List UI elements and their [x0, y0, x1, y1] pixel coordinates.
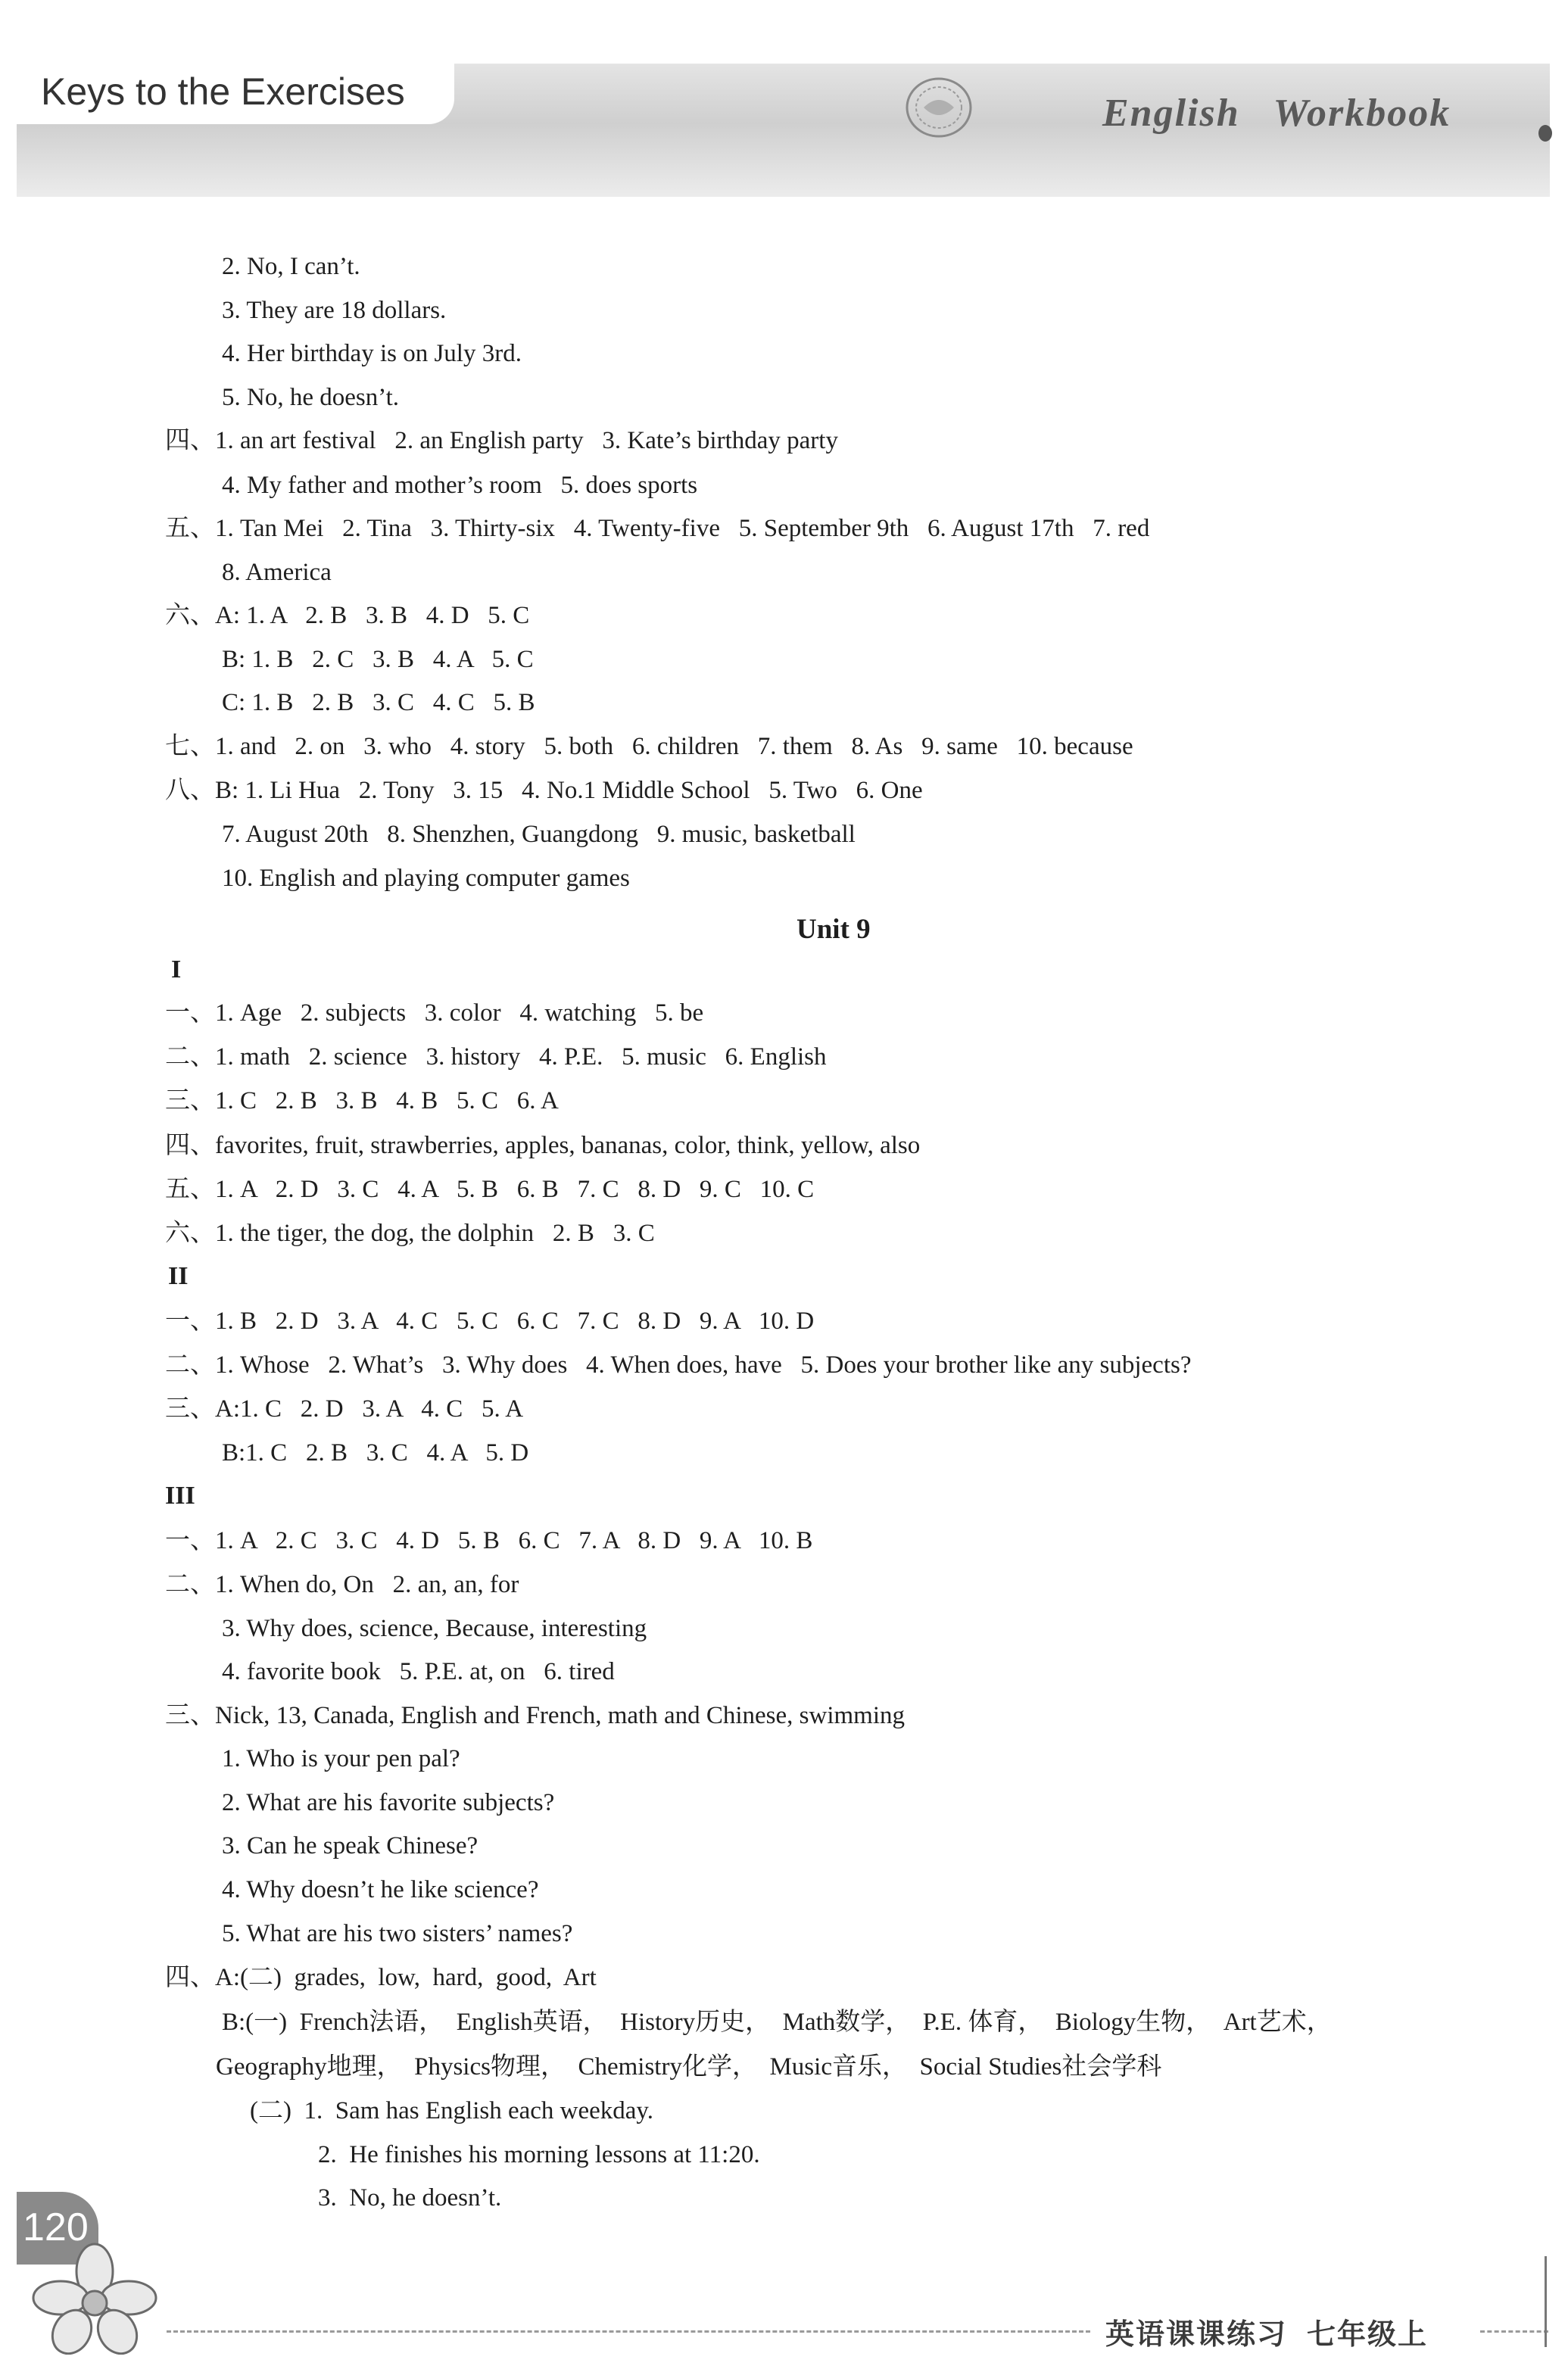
answer-line: (二) 1. Sam has English each weekday.: [250, 2097, 654, 2124]
answer-line: 一、1. A 2. C 3. C 4. D 5. B 6. C 7. A 8. D 9. A 10. B: [165, 1527, 813, 1554]
answer-line: 五、1. A 2. D 3. C 4. A 5. B 6. B 7. C 8. D 9. C 10. C: [165, 1176, 815, 1203]
answer-line: 4. My father and mother’s room 5. does sports: [222, 472, 698, 499]
answer-line: 三、1. C 2. B 3. B 4. B 5. C 6. A: [165, 1087, 559, 1114]
answer-line: B: 1. B 2. C 3. B 4. A 5. C: [222, 646, 534, 673]
answer-line: 三、Nick, 13, Canada, English and French, math and Chinese, swimming: [165, 1702, 906, 1729]
answer-line: C: 1. B 2. B 3. C 4. C 5. B: [222, 689, 535, 716]
footer-vertical-rule: [1545, 2256, 1547, 2347]
answer-line: 3. Why does, science, Because, interesting: [222, 1615, 647, 1642]
answer-line: 2. No, I can’t.: [222, 253, 360, 280]
flower-icon: [30, 2241, 159, 2355]
answer-line: B:1. C 2. B 3. C 4. A 5. D: [222, 1439, 529, 1467]
answer-line: 4. Why doesn’t he like science?: [222, 1876, 539, 1903]
answer-line: Geography地理， Physics物理， Chemistry化学， Music音乐， Social Studies社会学科: [216, 2053, 1162, 2081]
answer-line: 8. America: [222, 559, 332, 586]
answer-line: 三、A:1. C 2. D 3. A 4. C 5. A: [165, 1395, 524, 1423]
answer-line: 2. What are his favorite subjects?: [222, 1789, 555, 1816]
page-number: 120: [23, 2205, 89, 2249]
answer-line: 八、B: 1. Li Hua 2. Tony 3. 15 4. No.1 Middle School 5. Two 6. One: [165, 777, 923, 804]
answer-line: 1. Who is your pen pal?: [222, 1745, 460, 1772]
answer-line: 5. No, he doesn’t.: [222, 384, 400, 411]
header-left-title: Keys to the Exercises: [41, 70, 405, 113]
answer-line: 二、1. When do, On 2. an, an, for: [165, 1571, 519, 1598]
answer-line: 四、A:(二) grades, low, hard, good, Art: [165, 1964, 597, 1991]
footer-grade: 七年级上: [1307, 2318, 1429, 2351]
footer-dash-line-right: [1480, 2330, 1548, 2333]
answer-line: 四、favorites, fruit, strawberries, apples, bananas, color, think, yellow, also: [165, 1132, 921, 1159]
answer-line: 七、1. and 2. on 3. who 4. story 5. both 6. children 7. them 8. As 9. same 10. because: [165, 733, 1133, 760]
answer-line: 二、1. math 2. science 3. history 4. P.E. 5. music 6. English: [165, 1043, 827, 1071]
answer-line: 2. He finishes his morning lessons at 11:20.: [318, 2141, 760, 2168]
answer-line: 10. English and playing computer games: [222, 865, 630, 892]
header-workbook: Workbook: [1273, 92, 1451, 135]
answer-line: 二、1. Whose 2. What’s 3. Why does 4. When does, have 5. Does your brother like any subjects?: [165, 1351, 1192, 1379]
answer-line: 四、1. an art festival 2. an English party 3. Kate’s birthday party: [165, 427, 838, 454]
section-roman-2: II: [168, 1262, 189, 1290]
answer-line: 3. They are 18 dollars.: [222, 297, 447, 324]
answer-line: B:(一) French法语， English英语， History历史， Math数学， P.E. 体育， Biology生物， Art艺术，: [222, 2009, 1332, 2036]
header-english: English: [1102, 92, 1240, 135]
answer-line: 六、1. the tiger, the dog, the dolphin 2. B 3. C: [165, 1220, 655, 1247]
answer-line: 3. No, he doesn’t.: [318, 2184, 502, 2212]
unit-title: Unit 9: [796, 914, 871, 945]
footer-book-name: 英语课课练习: [1105, 2318, 1288, 2351]
section-roman-3: III: [165, 1482, 195, 1510]
footer-book-title: [1105, 2311, 1428, 2352]
answer-line: 六、A: 1. A 2. B 3. B 4. D 5. C: [165, 602, 530, 629]
answer-line: 一、1. B 2. D 3. A 4. C 5. C 6. C 7. C 8. D 9. A 10. D: [165, 1308, 815, 1335]
answer-line: 一、1. Age 2. subjects 3. color 4. watching 5. be: [165, 999, 704, 1027]
answer-line: 5. What are his two sisters’ names?: [222, 1920, 573, 1947]
section-roman-1: I: [171, 955, 182, 983]
answer-line: 7. August 20th 8. Shenzhen, Guangdong 9. music, basketball: [222, 821, 856, 848]
answer-line: 4. Her birthday is on July 3rd.: [222, 340, 522, 367]
footer-dash-line: [167, 2330, 1090, 2333]
answer-line: 五、1. Tan Mei 2. Tina 3. Thirty-six 4. Twenty-five 5. September 9th 6. August 17th 7. red: [165, 515, 1150, 542]
answer-line: 3. Can he speak Chinese?: [222, 1832, 479, 1859]
answer-line: 4. favorite book 5. P.E. at, on 6. tired: [222, 1658, 615, 1685]
